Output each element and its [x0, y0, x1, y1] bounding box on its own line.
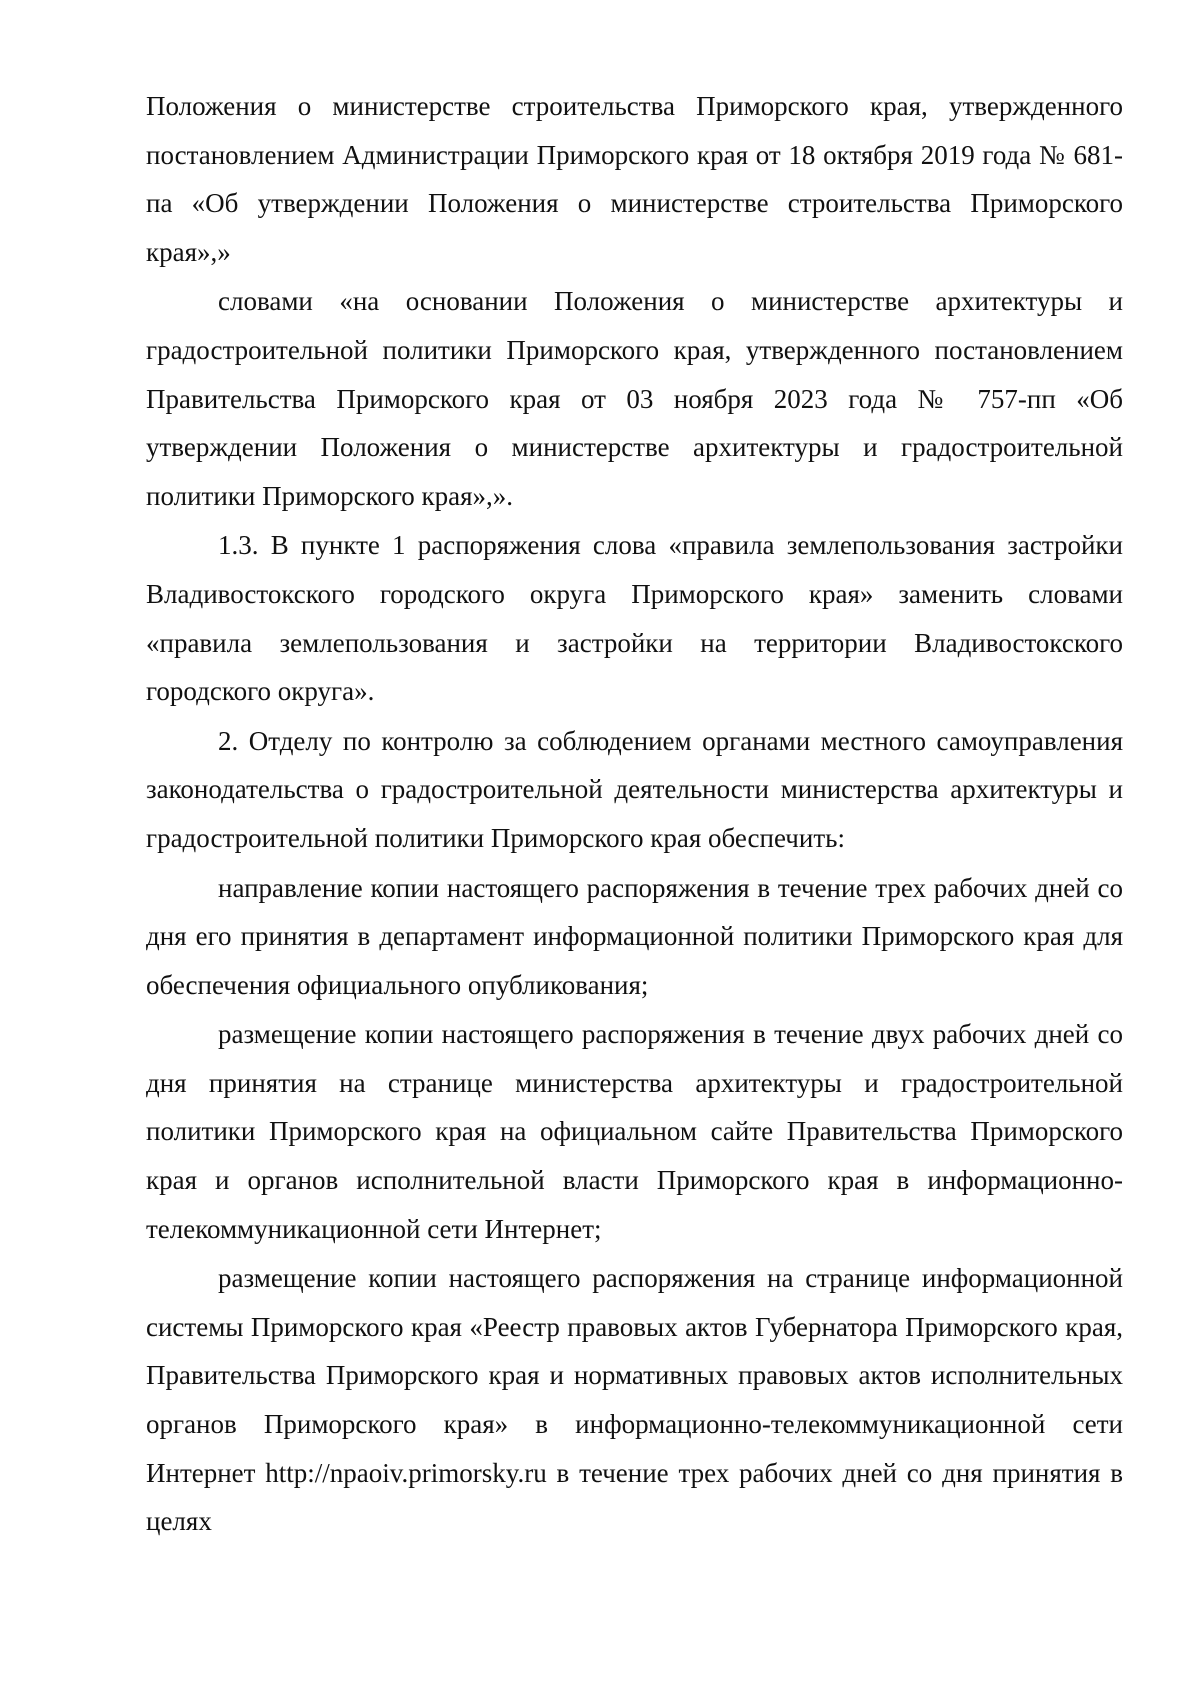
paragraph-send-copy: направление копии настоящего распоряжения в течение трех рабочих дней со дня его принятия в департамент информационной политики Приморского края для обеспечения официального опубликования; [146, 872, 1123, 1000]
paragraph-replacement-words: словами «на основании Положения о министерстве архитектуры и градостроительной политики Приморского края, утвержденного постановлением Правительства Приморского края от 03 ноября 2023 года № 757-пп «Об утверждении Положения о министерстве архитектуры и градостроительной политики Приморского края»,». [146, 286, 1123, 511]
document-page [146, 82, 1123, 1546]
paragraph-publish-in-registry: размещение копии настоящего распоряжения на странице информационной системы Приморского края «Реестр правовых актов Губернатора Приморского края, Правительства Приморского края и нормативных правовых актов исполнительных органов Приморского края» в информационно-телекоммуникационной сети Интернет http://npaoiv.primorsky.ru в течение трех рабочих дней со дня принятия в целях [146, 1263, 1123, 1537]
paragraph-item-2: 2. Отделу по контролю за соблюдением органами местного самоуправления законодательства о градостроительной деятельности министерства архитектуры и градостроительной политики Приморского края обеспечить: [146, 725, 1123, 853]
paragraph-regulation-reference: Положения о министерстве строительства Приморского края, утвержденного постановлением Администрации Приморского края от 18 октября 2019 года № 681-па «Об утверждении Положения о министерстве строительства Приморского края»,» [146, 91, 1123, 267]
paragraph-item-1-3: 1.3. В пункте 1 распоряжения слова «правила землепользования застройки Владивостокского городского округа Приморского края» заменить словами «правила землепользования и застройки на территории Владивостокского городского округа». [146, 530, 1123, 707]
paragraph-publish-on-site: размещение копии настоящего распоряжения в течение двух рабочих дней со дня принятия на странице министерства архитектуры и градостроительной политики Приморского края на официальном сайте Правительства Приморского края и органов исполнительной власти Приморского края в информационно-телекоммуникационной сети Интернет; [146, 1019, 1123, 1244]
